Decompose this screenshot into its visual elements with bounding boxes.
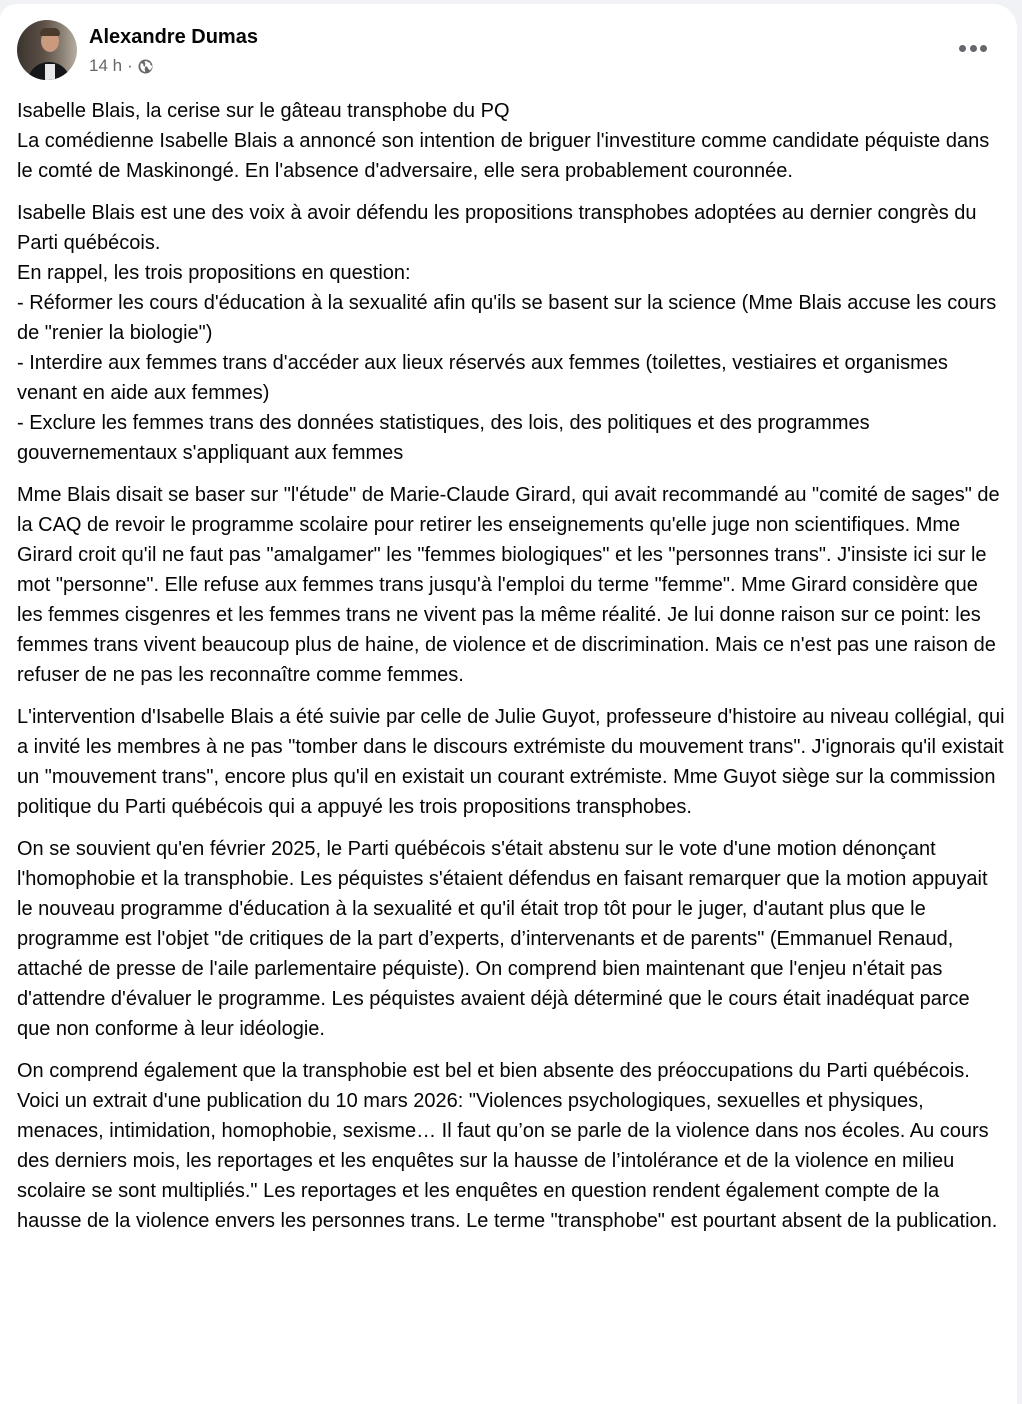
post-text-line: Isabelle Blais est une des voix à avoir défendu les propositions transphobes adoptées au dernier congrès du Parti québécois. — [17, 202, 977, 254]
post-meta — [89, 56, 153, 76]
proposition-item: - Réformer les cours d'éducation à la sexualité afin qu'ils se basent sur la science (Mme Blais accuse les cours de "renier la biologie") — [17, 292, 997, 344]
post-header — [17, 20, 1017, 80]
post-timestamp[interactable]: 14 h — [89, 56, 123, 75]
post-body — [17, 96, 1007, 1248]
post-paragraph — [17, 198, 1007, 468]
author-avatar[interactable] — [17, 20, 77, 80]
globe-icon[interactable] — [138, 59, 153, 74]
meta-separator: · — [127, 56, 133, 75]
post-title-line: Isabelle Blais, la cerise sur le gâteau transphobe du PQ — [17, 100, 510, 122]
post-paragraph — [17, 1056, 1007, 1236]
more-dot — [959, 45, 966, 52]
post-text-line: On comprend également que la transphobie est bel et bien absente des préoccupations du Parti québécois. Voici un extrait d'une publication du 10 mars 2026: "Violences psychologiques, sexuelles et physiques, menaces, intimidation, homophobie, sexisme… Il faut qu’on se parle de la violence dans nos écoles. Au cours des derniers mois, les reportages et les enquêtes sur la hausse de l’intolérance et de la violence en milieu scolaire se sont multipliés." Les reportages et les enquêtes en question rendent également compte de la hausse de la violence envers les personnes trans. Le terme "transphobe" est pourtant absent de la publication. — [17, 1060, 998, 1232]
post-card — [0, 4, 1017, 1404]
post-text-line: Mme Blais disait se baser sur "l'étude" de Marie-Claude Girard, qui avait recommandé au "comité de sages" de la CAQ de revoir le programme scolaire pour retirer les enseignements qu'elle juge non scientifiques. Mme Girard croit qu'il ne faut pas "amalgamer" les "femmes biologiques" et les "personnes trans". J'insiste ici sur le mot "personne". Elle refuse aux femmes trans jusqu'à l'emploi du terme "femme". Mme Girard considère que les femmes cisgenres et les femmes trans ne vivent pas la même réalité. Je lui donne raison sur ce point: les femmes trans vivent beaucoup plus de haine, de violence et de discrimination. Mais ce n'est pas une raison de refuser de ne pas les reconnaître comme femmes. — [17, 484, 1000, 686]
more-dot — [970, 45, 977, 52]
post-text-line: En rappel, les trois propositions en question: — [17, 262, 411, 284]
avatar-hair — [40, 28, 60, 36]
post-text-line: On se souvient qu'en février 2025, le Parti québécois s'était abstenu sur le vote d'une motion dénonçant l'homophobie et la transphobie. Les péquistes s'étaient défendus en faisant remarquer que la motion appuyait le nouveau programme d'éducation à la sexualité et qu'il était trop tôt pour le juger, d'autant plus que le programme est l'objet "de critiques de la part d’experts, d’intervenants et de parents" (Emmanuel Renaud, attaché de presse de l'aile parlementaire péquiste). On comprend bien maintenant que l'enjeu n'était pas d'attendre d'évaluer le programme. Les péquistes avaient déjà déterminé que le cours était inadéquat parce que non conforme à leur idéologie. — [17, 838, 988, 1040]
avatar-shirt — [45, 64, 55, 80]
post-paragraph — [17, 96, 1007, 186]
author-name[interactable]: Alexandre Dumas — [89, 26, 258, 48]
post-text-line: L'intervention d'Isabelle Blais a été suivie par celle de Julie Guyot, professeure d'histoire au niveau collégial, qui a invité les membres à ne pas "tomber dans le discours extrémiste du mouvement trans". J'ignorais qu'il existait un "mouvement trans", encore plus qu'il en existait un courant extrémiste. Mme Guyot siège sur la commission politique du Parti québécois qui a appuyé les trois propositions transphobes. — [17, 706, 1005, 818]
proposition-item: - Exclure les femmes trans des données statistiques, des lois, des politiques et des programmes gouvernementaux s'appliquant aux femmes — [17, 412, 870, 464]
post-paragraph — [17, 834, 1007, 1044]
more-options-icon[interactable] — [959, 42, 987, 54]
post-paragraph — [17, 480, 1007, 690]
proposition-item: - Interdire aux femmes trans d'accéder aux lieux réservés aux femmes (toilettes, vestiaires et organismes venant en aide aux femmes) — [17, 352, 948, 404]
post-paragraph — [17, 702, 1007, 822]
post-text-line: La comédienne Isabelle Blais a annoncé son intention de briguer l'investiture comme candidate péquiste dans le comté de Maskinongé. En l'absence d'adversaire, elle sera probablement couronnée. — [17, 130, 990, 182]
more-dot — [980, 45, 987, 52]
